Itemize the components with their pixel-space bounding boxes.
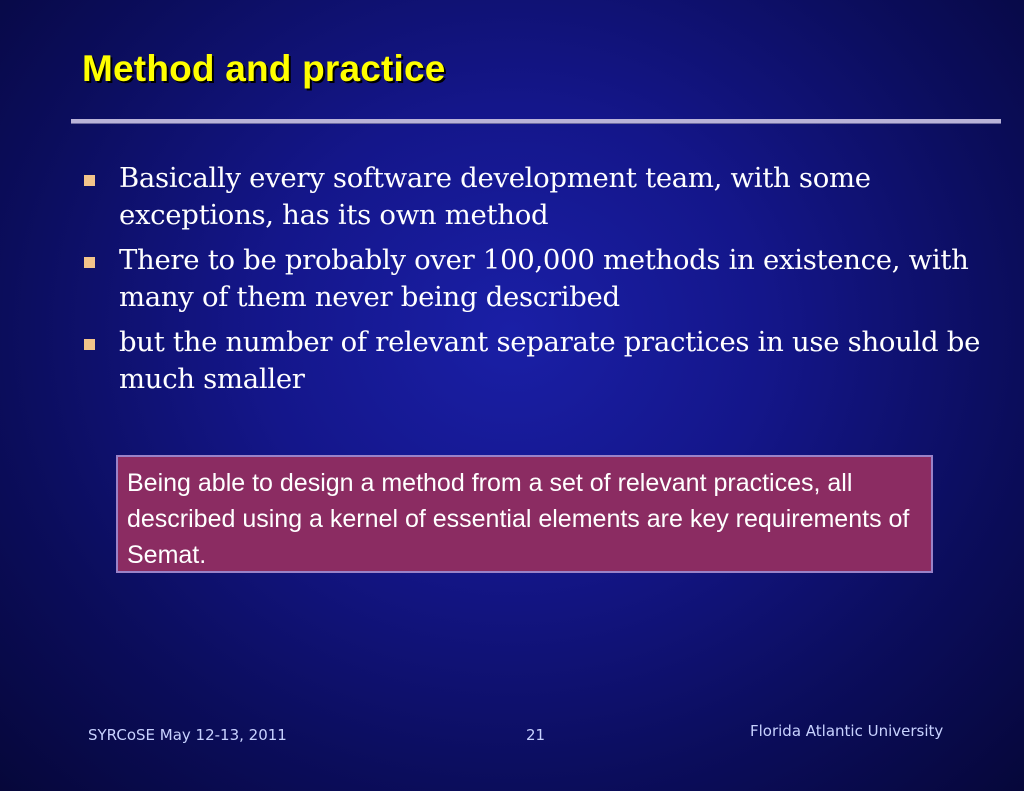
square-bullet-icon	[84, 175, 95, 186]
bullet-text: Basically every software development team, with some exceptions, has its own method	[119, 162, 871, 231]
slide-title: Method and practice	[82, 48, 446, 89]
callout-box: Being able to design a method from a set of relevant practices, all described using a kernel of essential elements are key requirements of Semat.	[116, 455, 933, 573]
square-bullet-icon	[84, 339, 95, 350]
bullet-item	[84, 160, 1004, 234]
bullet-item	[84, 324, 1004, 398]
bullet-text: but the number of relevant separate practices in use should be much smaller	[119, 326, 981, 395]
footer-university: Florida Atlantic University	[750, 722, 944, 740]
footer-page-number: 21	[526, 726, 546, 744]
footer-conference: SYRCoSE May 12-13, 2011	[88, 726, 287, 744]
title-divider	[71, 119, 1001, 123]
bullet-list	[84, 160, 1004, 406]
bullet-item	[84, 242, 1004, 316]
square-bullet-icon	[84, 257, 95, 268]
bullet-text: There to be probably over 100,000 methods in existence, with many of them never being described	[119, 244, 969, 313]
